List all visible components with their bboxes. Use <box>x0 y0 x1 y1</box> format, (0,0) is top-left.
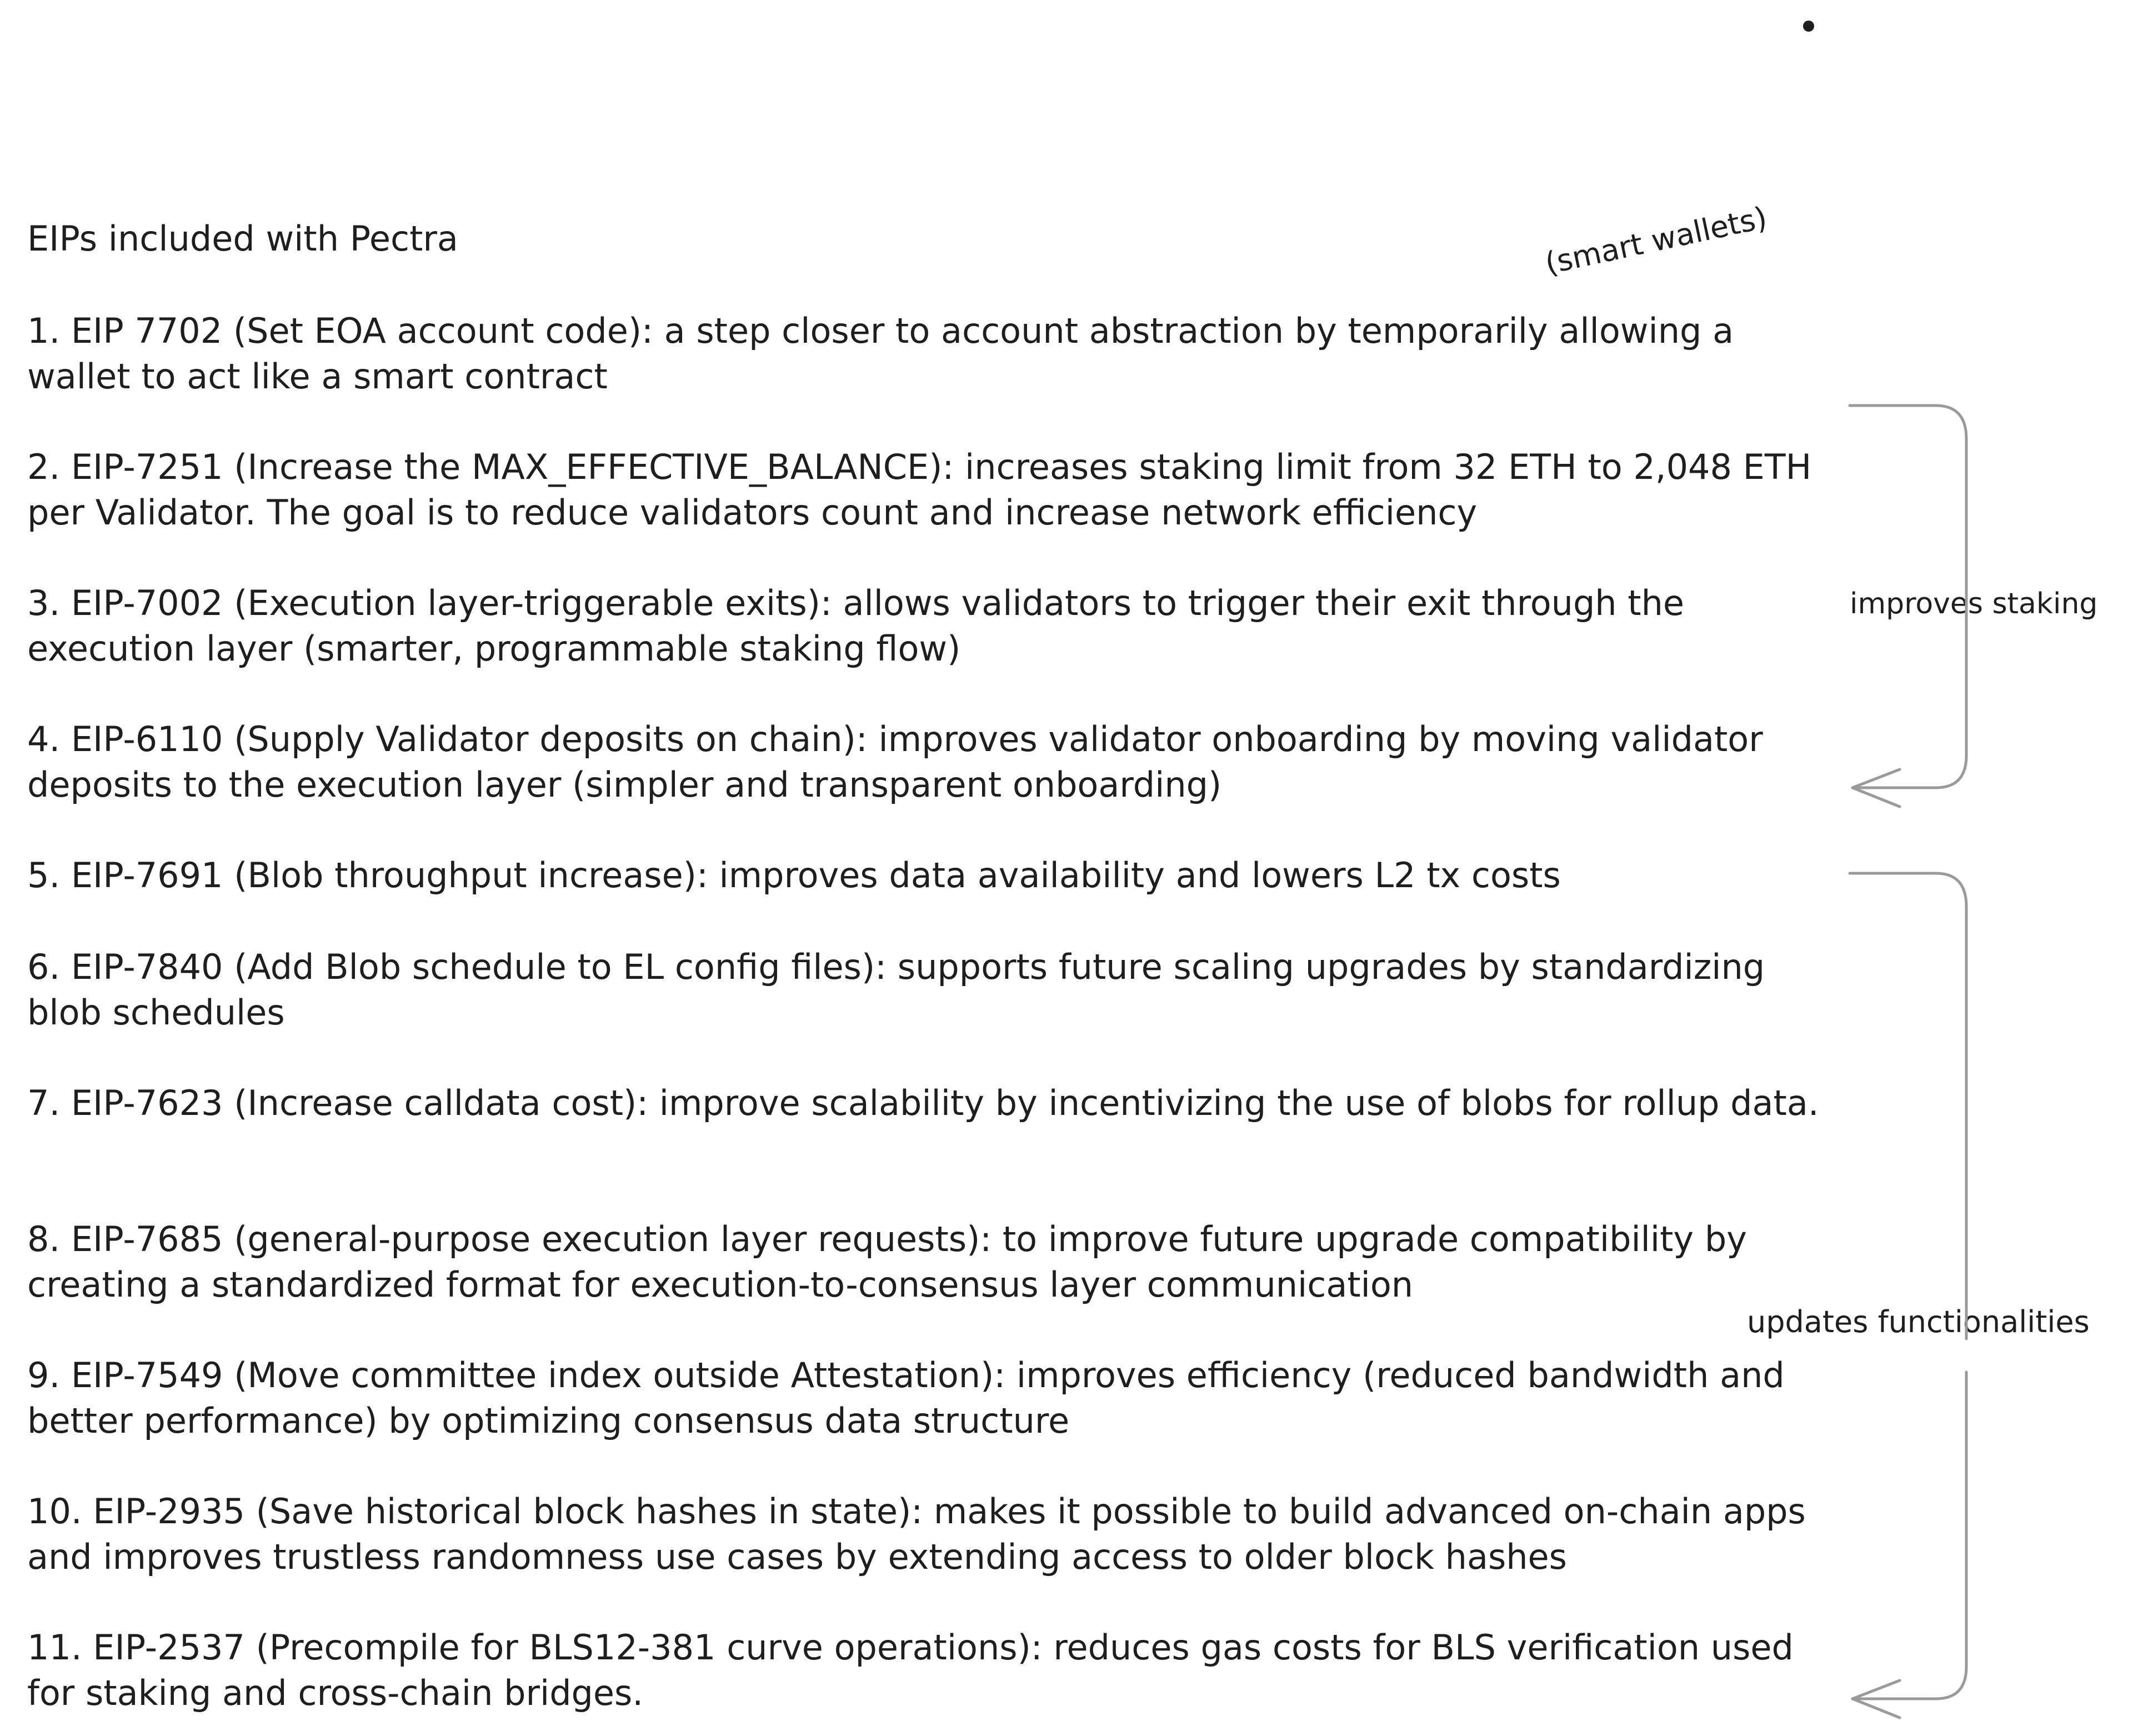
functionalities-bracket-arrow <box>1850 873 1966 1718</box>
eip-item-7: 7. EIP-7623 (Increase calldata cost): improve scalability by incentivizing the use of blobs for rollup data. <box>27 1083 1819 1123</box>
eip-item-10: 10. EIP-2935 (Save historical block hashes in state): makes it possible to build advanced on-chain apps and improves trustless randomness use cases by extending access to older block hashes <box>27 1491 1806 1577</box>
eip-item-3: 3. EIP-7002 (Execution layer-triggerable exits): allows validators to trigger their exit through the execution layer (smarter, programmable staking flow) <box>27 583 1685 669</box>
staking-bracket-arrow <box>1850 406 1966 807</box>
eip-item-4: 4. EIP-6110 (Supply Validator deposits on chain): improves validator onboarding by moving validator deposits to the execution layer (simpler and transparent onboarding) <box>27 719 1763 805</box>
page-title: EIPs included with Pectra <box>27 218 458 259</box>
improves-staking-annotation: improves staking <box>1850 587 2098 621</box>
updates-functionalities-annotation: updates functionalities <box>1747 1304 2090 1339</box>
eip-item-6: 6. EIP-7840 (Add Blob schedule to EL config files): supports future scaling upgrades by standardizing blob schedules <box>27 947 1765 1033</box>
eip-item-8: 8. EIP-7685 (general-purpose execution layer requests): to improve future upgrade compatibility by creating a standardized format for execution-to-consensus layer communication <box>27 1219 1747 1305</box>
smart-wallets-annotation: (smart wallets) <box>1542 199 1770 282</box>
eip-item-9: 9. EIP-7549 (Move committee index outside Attestation): improves efficiency (reduced bandwidth and better performance) by optimizing consensus data structure <box>27 1355 1785 1441</box>
eip-item-5: 5. EIP-7691 (Blob throughput increase): improves data availability and lowers L2 tx costs <box>27 855 1561 895</box>
eip-item-11: 11. EIP-2537 (Precompile for BLS12-381 curve operations): reduces gas costs for BLS verification used for staking and cross-chain bridges. <box>27 1627 1794 1713</box>
eip-item-2: 2. EIP-7251 (Increase the MAX_EFFECTIVE_BALANCE): increases staking limit from 32 ETH to 2,048 ETH per Validator. The goal is to reduce validators count and increase network efficiency <box>27 447 1812 533</box>
eip-item-1: 1. EIP 7702 (Set EOA account code): a step closer to account abstraction by temporarily allowing a wallet to act like a smart contract <box>27 311 1734 397</box>
